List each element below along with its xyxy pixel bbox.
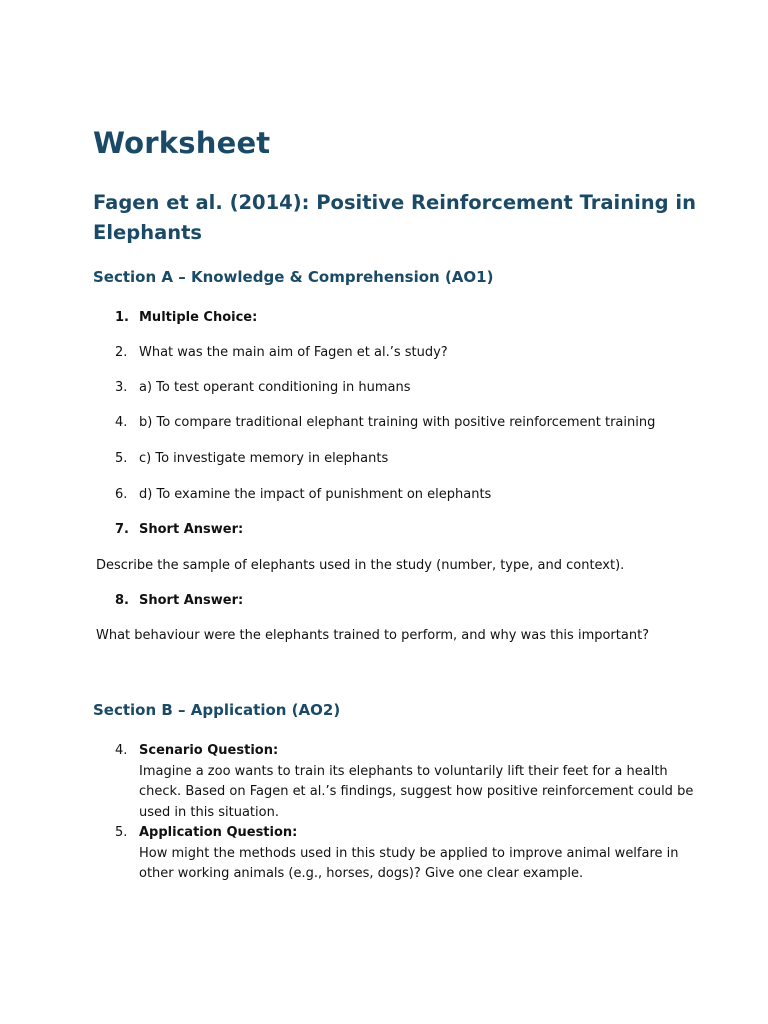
item-number: 4. xyxy=(115,415,128,430)
question-8 xyxy=(115,591,695,612)
item-text: How might the methods used in this study be applied to improve animal welfare in other working animals (e.g., horses, dogs)? Give one clear example. xyxy=(139,845,679,881)
question-7-prompt: Describe the sample of elephants used in the study (number, type, and context). xyxy=(96,558,625,573)
item-text: d) To examine the impact of punishment on elephants xyxy=(139,487,492,502)
item-text: c) To investigate memory in elephants xyxy=(139,451,389,466)
item-number: 7. xyxy=(115,522,129,537)
item-number: 8. xyxy=(115,593,129,608)
item-text: Short Answer: xyxy=(139,593,244,608)
question-1 xyxy=(115,308,695,329)
item-number: 1. xyxy=(115,310,129,325)
item-number: 3. xyxy=(115,380,128,395)
item-text: a) To test operant conditioning in humans xyxy=(139,380,411,395)
item-number: 6. xyxy=(115,487,128,502)
scenario-question xyxy=(115,741,695,823)
item-label: Application Question: xyxy=(139,825,298,840)
item-text: Imagine a zoo wants to train its elephants to voluntarily lift their feet for a health check. Based on Fagen et al.’s findings, suggest how positive reinforcement could be used in this situation. xyxy=(139,763,694,820)
item-number: 2. xyxy=(115,345,128,360)
question-7 xyxy=(115,520,695,541)
item-text: Multiple Choice: xyxy=(139,310,258,325)
section-b-heading: Section B – Application (AO2) xyxy=(93,701,341,719)
option-a xyxy=(115,378,695,399)
item-text: What was the main aim of Fagen et al.’s study? xyxy=(139,345,448,360)
page-title: Worksheet xyxy=(93,126,271,160)
section-a-heading: Section A – Knowledge & Comprehension (AO1) xyxy=(93,268,494,286)
option-b xyxy=(115,413,695,434)
item-label: Scenario Question: xyxy=(139,743,279,758)
item-number: 5. xyxy=(115,825,128,840)
application-question xyxy=(115,823,695,885)
item-text: Short Answer: xyxy=(139,522,244,537)
item-number: 5. xyxy=(115,451,128,466)
option-c xyxy=(115,449,695,470)
item-text: b) To compare traditional elephant training with positive reinforcement training xyxy=(139,415,656,430)
item-number: 4. xyxy=(115,743,128,758)
question-8-prompt: What behaviour were the elephants trained to perform, and why was this important? xyxy=(96,628,650,643)
study-title: Fagen et al. (2014): Positive Reinforcement Training in Elephants xyxy=(93,191,696,244)
option-d xyxy=(115,485,695,506)
question-2 xyxy=(115,343,695,364)
